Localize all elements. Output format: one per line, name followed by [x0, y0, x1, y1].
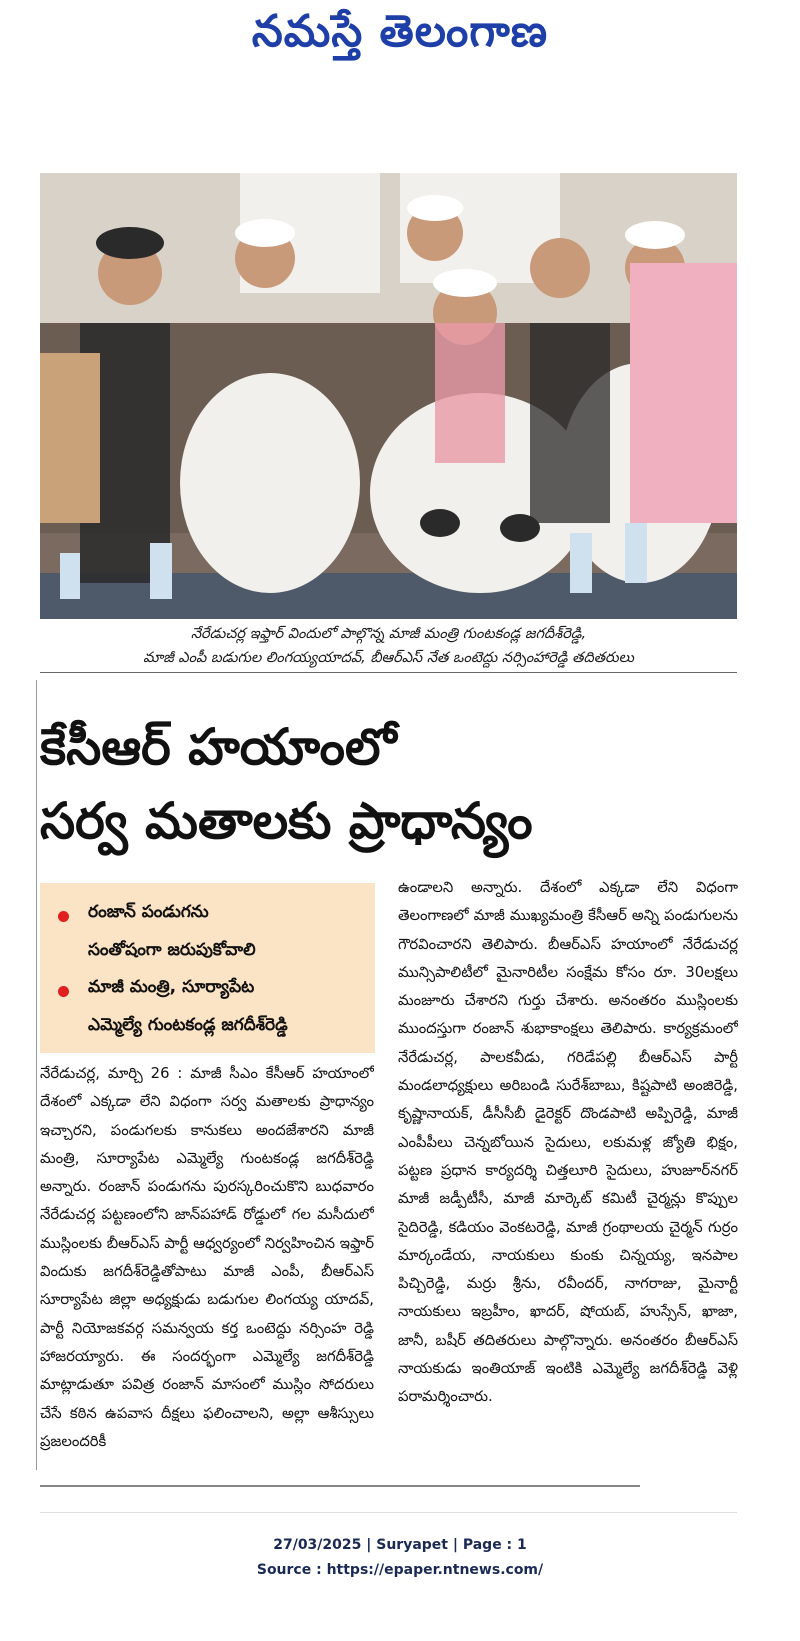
highlight-item-1-line-2: సంతోషంగా జరుపుకోవాలి: [88, 940, 256, 960]
photo-caption-line-1: నేరేడుచర్ల ఇఫ్తార్ విందులో పాల్గొన్న మాజీ మంత్రి గుంటకండ్ల జగదీశ్‌రెడ్డి,: [190, 626, 587, 642]
article-body-left: నేరేడుచర్ల, మార్చి 26 : మాజీ సీఎం కేసీఆర్ హయాంలో దేశంలో ఎక్కడా లేని విధంగా సర్వ మతాలకు ప్రాధాన్యం ఇచ్చారని, పండుగలకు కానుకలు అందజేశారని మాజీ మంత్రి, సూర్యాపేట ఎమ్మెల్యే గుంటకండ్ల జగదీశ్‌రెడ్డి అన్నారు. రంజాన్ పండుగను పురస్కరించుకొని బుధవారం నేరేడుచర్ల పట్టణంలోని జాన్‌పహాడ్ రోడ్డులో గల మసీదులో ముస్లింలకు బీఆర్‌ఎస్ పార్టీ ఆధ్వర్యంలో నిర్వహించిన ఇఫ్తార్ విందుకు జగదీశ్‌రెడ్డితోపాటు మాజీ ఎంపీ, బీఆర్‌ఎస్ సూర్యాపేట జిల్లా అధ్యక్షుడు బడుగుల లింగయ్య యాదవ్, పార్టీ నియోజకవర్గ సమన్వయ కర్త ఒంటెద్దు నర్సింహ రెడ్డి హాజరయ్యారు. ఈ సందర్భంగా ఎమ్మెల్యే జగదీశ్‌రెడ్డి మాట్లాడుతూ పవిత్ర రంజాన్ మాసంలో ముస్లిం సోదరులు చేసే కఠిన ఉపవాస దీక్షలు ఫలించాలని, అల్లా ఆశీస్సులు ప్రజలందరికీ: [40, 1065, 374, 1450]
photo-caption: [40, 622, 737, 670]
masthead: [0, 0, 800, 80]
bullet-icon: [58, 986, 69, 997]
photo-caption-line-2: మాజీ ఎంపీ బడుగుల లింగయ్యయాదవ్, బీఆర్‌ఎస్ నేత ఒంటెద్దు నర్సింహారెడ్డి తదితరులు: [143, 650, 634, 666]
article-column-right: [398, 874, 738, 1474]
article-end-rule: [40, 1485, 640, 1487]
highlight-item-2: [88, 968, 368, 1044]
article-column-left: [40, 1060, 374, 1470]
highlight-item-1-line-1: రంజాన్ పండుగను: [88, 902, 209, 922]
highlights-box: [40, 883, 375, 1053]
footer-divider: [40, 1512, 737, 1513]
bullet-icon: [58, 911, 69, 922]
article-body-right: ఉండాలని అన్నారు. దేశంలో ఎక్కడా లేని విధంగా తెలంగాణలో మాజీ ముఖ్యమంత్రి కేసీఆర్ అన్ని పండుగులను గౌరవించారని తెలిపారు. బీఆర్‌ఎస్ హయాంలో నేరేడుచర్ల మున్సిపాలిటీలో మైనారిటీల సంక్షేమ కోసం రూ. 30లక్షలు మంజూరు చేశారని గుర్తు చేశారు. అనంతరం ముస్లింలకు ముందస్తుగా రంజాన్ శుభాకాంక్షలు తెలిపారు. కార్యక్రమంలో నేరేడుచర్ల, పాలకవీడు, గరిడేపల్లి బీఆర్‌ఎస్ పార్టీ మండలాధ్యక్షులు అరిబండి సురేశ్‌బాబు, కిష్టపాటి అంజిరెడ్డి, కృష్ణానాయక్, డీసీసీబీ డైరెక్టర్ దొండపాటి అప్పిరెడ్డి, మాజీ ఎంపీపీలు చెన్నబోయిన సైదులు, లకుమళ్ల జ్యోతి భిక్షం, పట్టణ ప్రధాన కార్యదర్శి చిత్తలూరి సైదులు, హుజూర్‌నగర్ మాజీ జడ్పీటీసీ, మాజీ మార్కెట్ కమిటీ చైర్మన్లు కొప్పుల సైదిరెడ్డి, కడియం వెంకటరెడ్డి, మాజీ గ్రంథాలయ చైర్మన్ గుర్రం మార్కండేయ, నాయకులు కుంకు చిన్నయ్య, ఇనపాల పిచ్చిరెడ్డి, మర్రు శ్రీను, రవీందర్, నాగరాజు, మైనార్టీ నాయకులు ఇబ్రహీం, ఖాదర్, షోయబ్, హుస్సేన్, ఖాజా, జానీ, బషీర్ తదితరులు పాల్గొన్నారు. అనంతరం బీఆర్‌ఎస్ నాయకుడు ఇంతియాజ్ ఇంటికి ఎమ్మెల్యే జగదీశ్‌రెడ్డి వెళ్లి పరామర్శించారు.: [398, 879, 738, 1406]
highlight-item-2-line-1: మాజీ మంత్రి, సూర్యాపేట: [88, 977, 255, 997]
headline: [40, 710, 760, 858]
caption-divider: [40, 672, 737, 673]
headline-line-1: కేసీఆర్ హయాంలో: [40, 718, 397, 776]
footer-source: Source : https://epaper.ntnews.com/: [256, 1562, 544, 1578]
highlight-item-2-line-2: ఎమ్మెల్యే గుంటకండ్ల జగదీశ్‌రెడ్డి: [88, 1015, 288, 1035]
news-photo: [40, 173, 737, 619]
highlight-item-1: [88, 893, 368, 969]
column-border: [36, 680, 37, 1470]
footer-meta: 27/03/2025 | Suryapet | Page : 1: [273, 1537, 527, 1553]
headline-line-2: సర్వ మతాలకు ప్రాధాన్యం: [40, 792, 533, 850]
newspaper-title: నమస్తే తెలంగాణ: [251, 6, 549, 57]
